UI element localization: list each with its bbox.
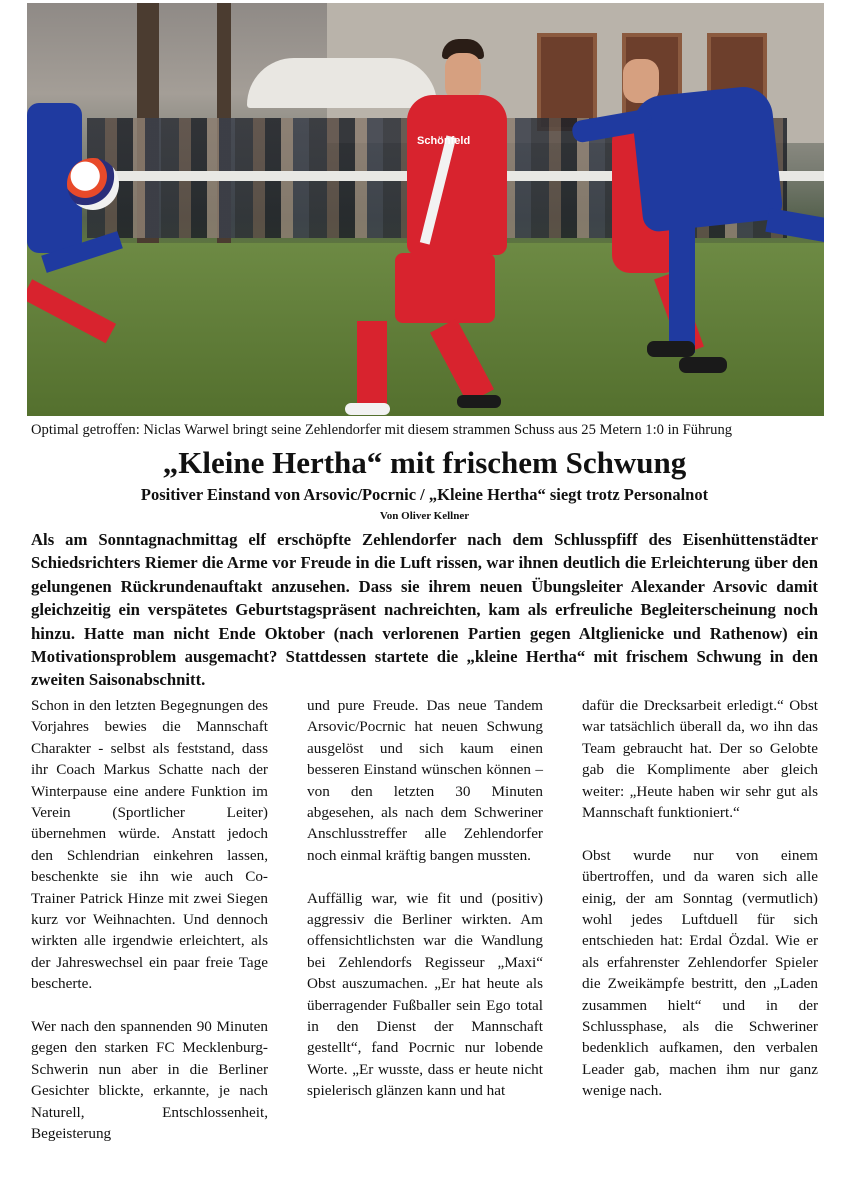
article-column-2: [307, 695, 543, 1123]
player-center-head: [445, 53, 481, 101]
photo-umbrella: [247, 58, 437, 108]
paragraph: Auffällig war, wie fit und (positiv) aggressiv die Berliner wirkten. Am offensichtlichsten war die Wandlung bei Zehlendorfs Regisseur „Maxi“ Obst auszumachen. „Er hat heute als überragender Fußballer sein Ego total in den Dienst der Mannschaft gestellt“, fand Pocrnic nur lobende Worte. „Er wusste, dass er heute nicht spielerisch glänzen kann und hat: [307, 889, 543, 1100]
paragraph: Wer nach den spannenden 90 Minuten gegen den starken FC Mecklenburg-Schwerin nun aber in die Berliner Gesichter blickte, erkannte, je nach Naturell, Entschlossenheit, Begeisterung: [31, 1018, 268, 1143]
paragraph: Schon in den letzten Begegnungen des Vorjahres bewies die Mannschaft Charakter - selbst als feststand, dass ihr Coach Markus Schatte nach der Winterpause eine andere Funktion im Verein (Sportlicher Leiter) übernehmen würde. Anstatt jedoch den Schlendrian einkehren lassen, beschenkte sie ihn wie auch Co-Trainer Patrick Hinze mit zwei Siegen kurz vor Weihnachten. Und dennoch wirkten alle irgendwie erleichtert, als der Jahreswechsel ein paar freie Tage bescherte.: [31, 697, 268, 993]
article-column-3: [582, 695, 818, 1123]
player-center-shirt: [407, 95, 507, 255]
player-center-left-sock: [357, 321, 387, 406]
paragraph: und pure Freude. Das neue Tandem Arsovic/Pocrnic hat neuen Schwung ausgelöst und sich kaum einen besseren Einstand wünschen können – von den letzten 30 Minuten abgesehen, als nach dem Schweriner Anschlusstreffer alle Zehlendorfer noch einmal kräftig bangen mussten.: [307, 697, 543, 864]
player-blue-right-leg: [669, 218, 695, 353]
shirt-sponsor: Schönfeld: [417, 135, 471, 147]
player-center-shorts: [395, 253, 495, 323]
article-photo: [27, 3, 824, 416]
article-subheadline: Positiver Einstand von Arsovic/Pocrnic / „Kleine Hertha“ siegt trotz Personalnot: [140, 485, 709, 504]
article-column-1: [31, 695, 268, 1166]
football: [67, 158, 119, 210]
player-center-boot: [345, 403, 390, 415]
player-blue-right-boot: [647, 341, 695, 357]
paragraph: Obst wurde nur von einem übertroffen, und da waren sich alle einig, der am Sonntag (vermutlich) wohl jedes Luftduell für sich entschieden hat: Erdal Özdal. Wie er als erfahrenster Zehlendorfer Spieler die Zweikämpfe bestritt, den „Laden zusammen hielt“ und in der Schlussphase, als die Schweriner bedenklich aufkamen, den verbalen Leader gab, machen ihm nur ganz wenige nach.: [582, 846, 818, 1100]
article-headline: „Kleine Hertha“ mit frischem Schwung: [162, 445, 687, 480]
paragraph: dafür die Drecksarbeit erledigt.“ Obst war tatsächlich überall da, wo ihn das Team gebraucht hat. Der so Gelobte gab die Komplimente aber gleich weiter: „Heute haben wir sehr gut als Mannschaft funktioniert.“: [582, 697, 818, 822]
article-byline: Von Oliver Kellner: [379, 510, 470, 522]
player-red-right-boot: [679, 357, 727, 373]
player-blue-right: [630, 84, 783, 233]
article-lead: Als am Sonntagnachmittag elf erschöpfte Zehlendorfer nach dem Schlusspfiff des Eisenhüttenstädter Schiedsrichters Riemer die Arme vor Freude in die Luft rissen, war ihnen deutlich die Erleichterung über den gelungenen Rückrundenauftakt anzusehen. Dass sie ihrem neuen Übungsleiter Alexander Arsovic damit gleichzeitig ein verspätetes Geburtstagspräsent nachreichten, kam als erfreuliche Begleiterscheinung noch hinzu. Hatte man nicht Ende Oktober (nach verlorenen Partien gegen Altglienicke und Rathenow) ein Motivationsproblem ausgemacht? Stattdessen startete die „kleine Hertha“ mit frischem Schwung in den zweiten Saisonabschnitt.: [31, 530, 818, 690]
photo-caption: Optimal getroffen: Niclas Warwel bringt seine Zehlendorfer mit diesem strammen Schuss aus 25 Metern 1:0 in Führung: [31, 422, 733, 438]
player-center-boot: [457, 395, 501, 408]
photo-window: [537, 33, 597, 131]
